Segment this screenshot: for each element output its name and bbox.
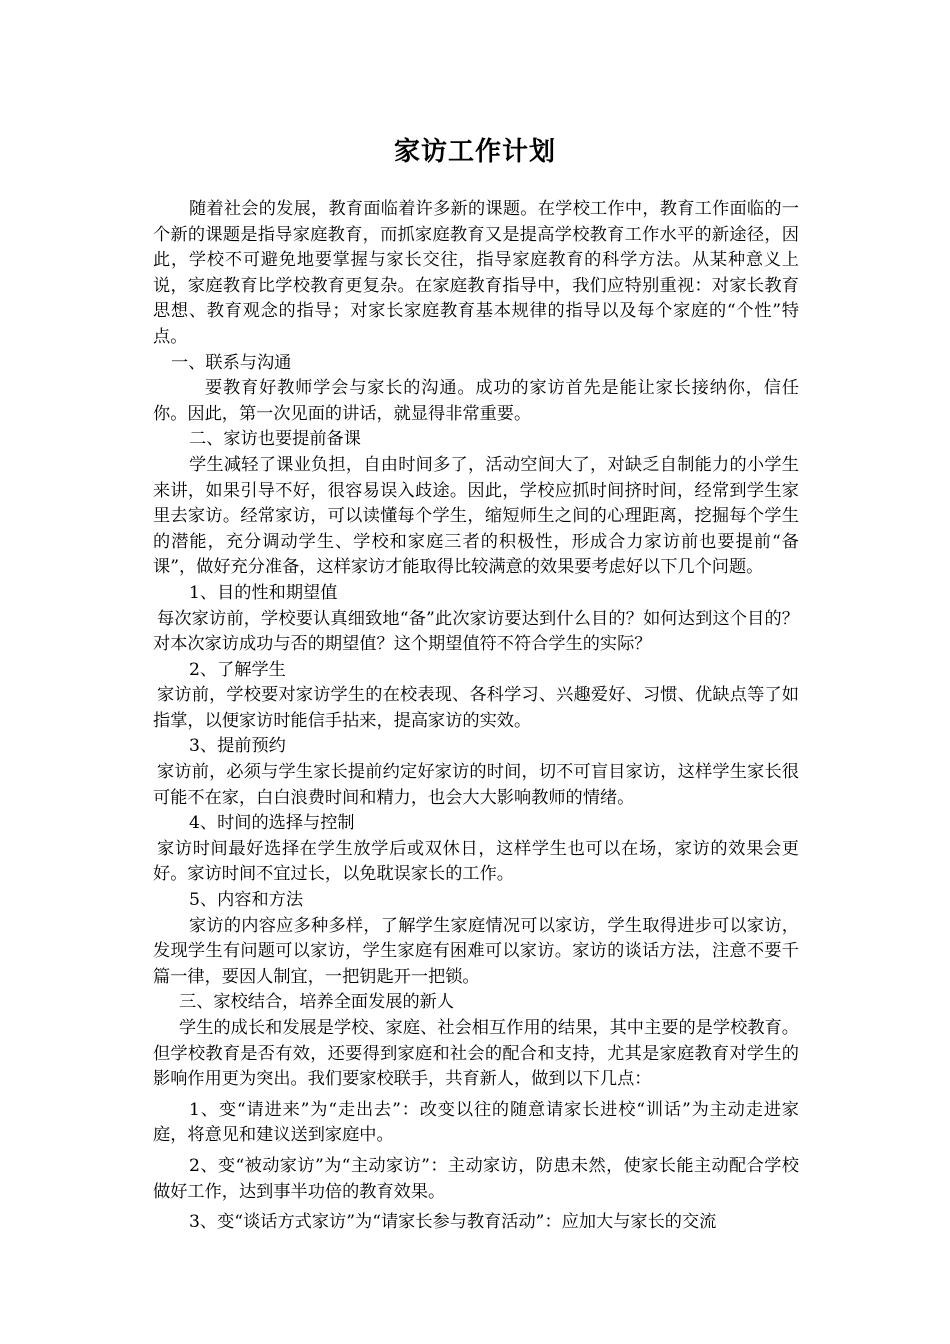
subheading-2-1: 1、目的性和期望值	[189, 582, 338, 603]
section-3-point-2: 2、变“被动家访”为“主动家访”：主动家访，防患未然，使家长能主动配合学校做好工作，达到事半功倍的教育效果。	[153, 1155, 799, 1202]
section-heading-3: 三、家校结合，培养全面发展的新人	[179, 992, 455, 1013]
section-3-point-3: 3、变“谈话方式家访”为“请家长参与教育活动”：应加大与家长的交流	[189, 1212, 717, 1233]
section-3-paragraph: 学生的成长和发展是学校、家庭、社会相互作用的结果，其中主要的是学校教育。但学校教育是否有效，还要得到家庭和社会的配合和支持，尤其是家庭教育对学生的影响作用更为突出。我们要家校联手，共育新人，做到以下几点：	[153, 1018, 799, 1090]
subsection-2-2-paragraph: 家访前，学校要对家访学生的在校表现、各科学习、兴趣爱好、习惯、优缺点等了如指掌，以便家访时能信手拈来，提高家访的实效。	[153, 685, 799, 731]
subsection-2-4-paragraph: 家访时间最好选择在学生放学后或双休日，这样学生也可以在场，家访的效果会更好。家访时间不宜过长，以免耽误家长的工作。	[153, 838, 799, 885]
subsection-2-3-paragraph: 家访前，必须与学生家长提前约定好家访的时间，切不可盲目家访，这样学生家长很可能不在家，白白浪费时间和精力，也会大大影响教师的情绪。	[153, 762, 799, 808]
intro-paragraph: 随着社会的发展，教育面临着许多新的课题。在学校工作中，教育工作面临的一个新的课题是指导家庭教育，而抓家庭教育又是提高学校教育工作水平的新途径，因此，学校不可避免地要掌握与家长交往，指导家庭教育的科学方法。从某种意义上说，家庭教育比学校教育更复杂。在家庭教育指导中，我们应特别重视：对家长教育思想、教育观念的指导；对家长家庭教育基本规律的指导以及每个家庭的“个性”特点。	[153, 199, 799, 347]
subheading-2-3: 3、提前预约	[189, 736, 286, 757]
document-body	[153, 197, 799, 1236]
section-3-point-1: 1、变“请进来”为“走出去”：改变以往的随意请家长进校“训话”为主动走进家庭，将意见和建议送到家庭中。	[153, 1099, 799, 1146]
section-1-paragraph: 要教育好教师学会与家长的沟通。成功的家访首先是能让家长接纳你，信任你。因此，第一次见面的讲话，就显得非常重要。	[153, 378, 799, 424]
subheading-2-2: 2、了解学生	[189, 659, 286, 680]
subsection-2-5-paragraph: 家访的内容应多种多样，了解学生家庭情况可以家访，学生取得进步可以家访，发现学生有问题可以家访，学生家庭有困难可以家访。家访的谈话方法，注意不要千篇一律，要因人制宜，一把钥匙开一把锁。	[153, 915, 799, 987]
document-title: 家访工作计划	[393, 137, 556, 167]
subsection-2-1-paragraph: 每次家访前，学校要认真细致地“备”此次家访要达到什么目的？如何达到这个目的？对本次家访成功与否的期望值？这个期望值符不符合学生的实际？	[153, 608, 799, 655]
section-heading-1: 一、联系与沟通	[171, 352, 292, 373]
section-heading-2: 二、家访也要提前备课	[189, 429, 361, 450]
subheading-2-5: 5、内容和方法	[189, 890, 304, 911]
subheading-2-4: 4、时间的选择与控制	[189, 813, 355, 834]
section-2-paragraph: 学生减轻了课业负担，自由时间多了，活动空间大了，对缺乏自制能力的小学生来讲，如果引导不好，很容易误入歧途。因此，学校应抓时间挤时间，经常到学生家里去家访。经常家访，可以读懂每个学生，缩短师生之间的心理距离，挖掘每个学生的潜能，充分调动学生、学校和家庭三者的积极性，形成合力家访前也要提前“备课”，做好充分准备，这样家访才能取得比较满意的效果要考虑好以下几个问题。	[153, 454, 799, 578]
